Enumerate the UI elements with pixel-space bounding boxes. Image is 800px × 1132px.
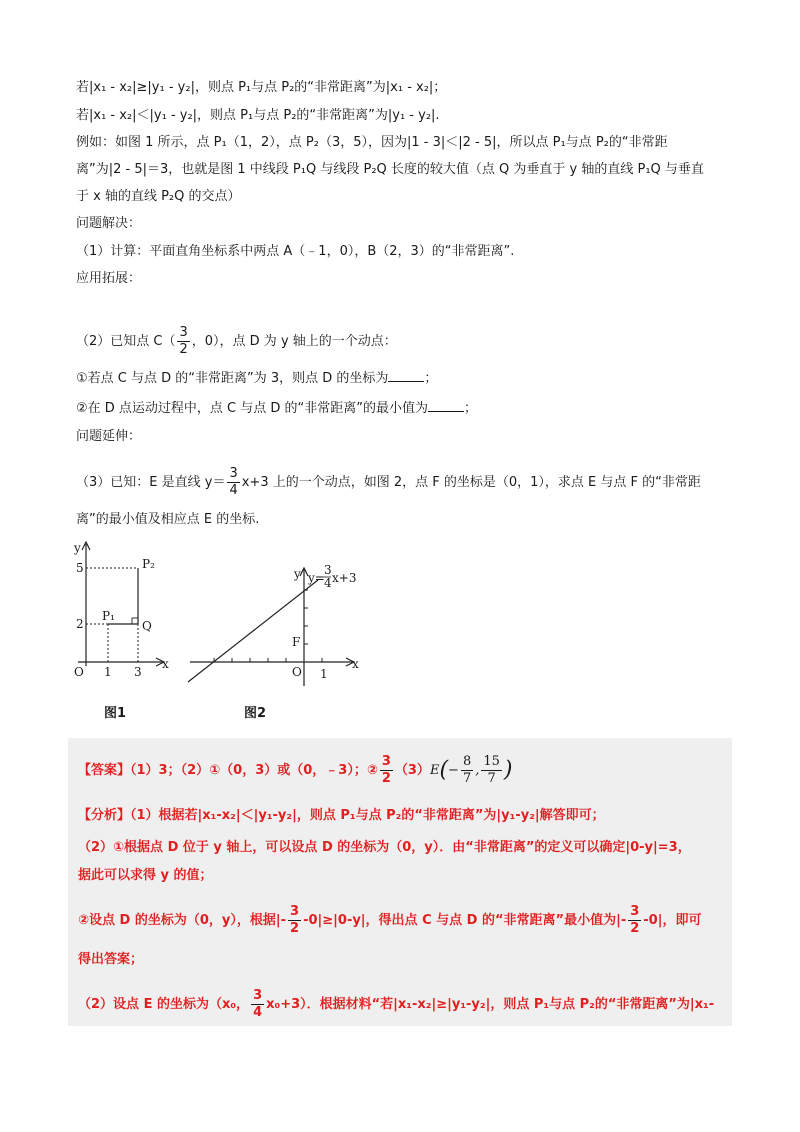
text-line: 若|x₁ - x₂|≥|y₁ - y₂|，则点 P₁与点 P₂的“非常距离”为|x₁ - x₂|；: [76, 80, 447, 95]
section-heading: 问题解决：: [76, 216, 142, 231]
fraction-denominator: 2: [381, 771, 391, 786]
text-span: （2）已知点 C（: [76, 334, 176, 349]
fraction: [177, 325, 189, 358]
fraction-numerator: 3: [630, 904, 640, 919]
fraction: [251, 988, 264, 1021]
paren-open: (: [439, 757, 449, 783]
fraction: [628, 904, 641, 937]
text-span: （3）已知：E 是直线 y＝: [76, 475, 226, 490]
figure-1-caption: 图1: [104, 706, 127, 721]
question-2-2: [76, 397, 477, 419]
fraction-denominator: 2: [290, 921, 300, 936]
point-e-label: E: [429, 763, 440, 778]
point-label: F: [292, 635, 301, 649]
fraction-denominator: 2: [630, 921, 640, 936]
text-line: 离”为|2 - 5|＝3，也就是图 1 中线段 P₁Q 与线段 P₂Q 长度的较大值（点 Q 为垂直于 y 轴的直线 P₁Q 与垂直: [76, 162, 704, 177]
figure-1: [70, 538, 180, 688]
text-span: -0|≥|0-y|，得出点 C 与点 D 的“非常距离”最小值为|-: [303, 913, 627, 928]
analysis-line: 【分析】（1）根据若|x₁-x₂|＜|y₁-y₂|，则点 P₁与点 P₂的“非常距离”为|y₁-y₂|解答即可；: [78, 808, 605, 823]
point-label: Q: [142, 619, 152, 633]
text-span: ，0），点 D 为 y 轴上的一个动点：: [191, 334, 397, 349]
figure-2-caption: 图2: [244, 706, 267, 721]
question-1: （1）计算：平面直角坐标系中两点 A（﹣1，0），B（2，3）的“非常距离”.: [76, 244, 515, 259]
fraction: [481, 754, 502, 787]
analysis-line: 得出答案；: [78, 952, 144, 967]
answer-blank: [388, 367, 424, 382]
section-heading: 问题延伸：: [76, 429, 142, 444]
paren-close: ): [503, 757, 513, 783]
text-span: x₀+3）．根据材料“若|x₁-x₂|≥|y₁-y₂|，则点 P₁与点 P₂的“非常距离”为|x₁-: [266, 997, 715, 1012]
x-axis-label: x: [352, 657, 359, 671]
fraction-numerator: 3: [290, 904, 300, 919]
text-line: 于 x 轴的直线 P₂Q 的交点）: [76, 189, 241, 204]
x-axis-label: x: [162, 657, 169, 671]
minus-sign: −: [448, 763, 459, 778]
question-3: [76, 466, 701, 499]
text-span: ②设点 D 的坐标为（0，y），根据|-: [78, 913, 287, 928]
tick-label: 5: [76, 561, 84, 575]
question-2-1: [76, 367, 437, 389]
fraction: [380, 754, 393, 787]
fraction-denominator: 4: [253, 1005, 263, 1020]
fraction-denominator: 7: [462, 771, 472, 786]
text-span: ①若点 C 与点 D 的“非常距离”为 3，则点 D 的坐标为: [76, 371, 389, 386]
tick-label: 2: [76, 617, 84, 631]
fraction-numerator: 3: [253, 988, 263, 1003]
text-span: （2）设点 E 的坐标为（x₀，: [78, 997, 250, 1012]
analysis-line: 据此可以求得 y 的值；: [78, 868, 213, 883]
fraction-denominator: 2: [179, 342, 188, 357]
text-span: x+3 上的一个动点，如图 2，点 F 的坐标是（0，1），求点 E 与点 F 的“非常距: [241, 475, 701, 490]
y-axis-label: y: [74, 541, 81, 555]
fraction-numerator: 3: [229, 466, 238, 481]
fraction-denominator: 7: [487, 771, 496, 786]
text-span: -0|，即可: [643, 913, 702, 928]
answer-blank: [428, 397, 464, 412]
text-span: （3）: [394, 763, 430, 778]
text-span: 【答案】（1）3；（2）①（0，3）或（0，﹣3）；②: [78, 763, 378, 778]
equation-numerator: 3: [324, 563, 332, 577]
fraction: [288, 904, 301, 937]
point-label: P₁: [102, 609, 115, 623]
origin-label: O: [74, 665, 84, 679]
line-equation: x+3: [332, 571, 357, 585]
text-line: 离”的最小值及相应点 E 的坐标.: [76, 512, 260, 527]
equation-denominator: 4: [324, 576, 332, 590]
question-2: [76, 325, 397, 358]
analysis-line: （2）①根据点 D 位于 y 轴上，可以设点 D 的坐标为（0，y）．由“非常距离”的定义可以确定|0-y|=3，: [78, 840, 691, 855]
y-ticks: [304, 590, 308, 644]
analysis-line: [78, 904, 701, 937]
fraction: [461, 754, 473, 787]
fraction-numerator: 3: [179, 325, 188, 340]
text-line: 若|x₁ - x₂|＜|y₁ - y₂|，则点 P₁与点 P₂的“非常距离”为|y₁ - y₂|.: [76, 108, 440, 123]
origin-label: O: [292, 665, 302, 679]
fraction-numerator: 8: [462, 754, 472, 769]
fraction: [227, 466, 239, 499]
right-angle-mark: [132, 618, 138, 624]
fraction-denominator: 4: [229, 483, 238, 498]
comma: ,: [475, 763, 480, 778]
fraction-numerator: 3: [381, 754, 391, 769]
answer-panel: [68, 738, 732, 1026]
section-heading: 应用拓展：: [76, 271, 142, 286]
answer-line: [78, 754, 513, 787]
fraction-numerator: 15: [483, 754, 500, 769]
text-span: ；: [464, 401, 478, 416]
text-span: ；: [424, 371, 438, 386]
y-axis-label: y: [294, 567, 301, 581]
text-span: ②在 D 点运动过程中，点 C 与点 D 的“非常距离”的最小值为: [76, 401, 429, 416]
point-label: P₂: [142, 557, 155, 571]
tick-label: 3: [134, 665, 142, 679]
line-equation: y=: [308, 571, 325, 585]
tick-label: 1: [104, 665, 112, 679]
figure-2: [186, 562, 366, 690]
tick-label: 1: [320, 667, 328, 681]
analysis-line: [78, 988, 714, 1021]
text-line: 例如：如图 1 所示，点 P₁（1，2），点 P₂（3，5），因为|1 - 3|＜|2 - 5|，所以点 P₁与点 P₂的“非常距: [76, 135, 668, 150]
